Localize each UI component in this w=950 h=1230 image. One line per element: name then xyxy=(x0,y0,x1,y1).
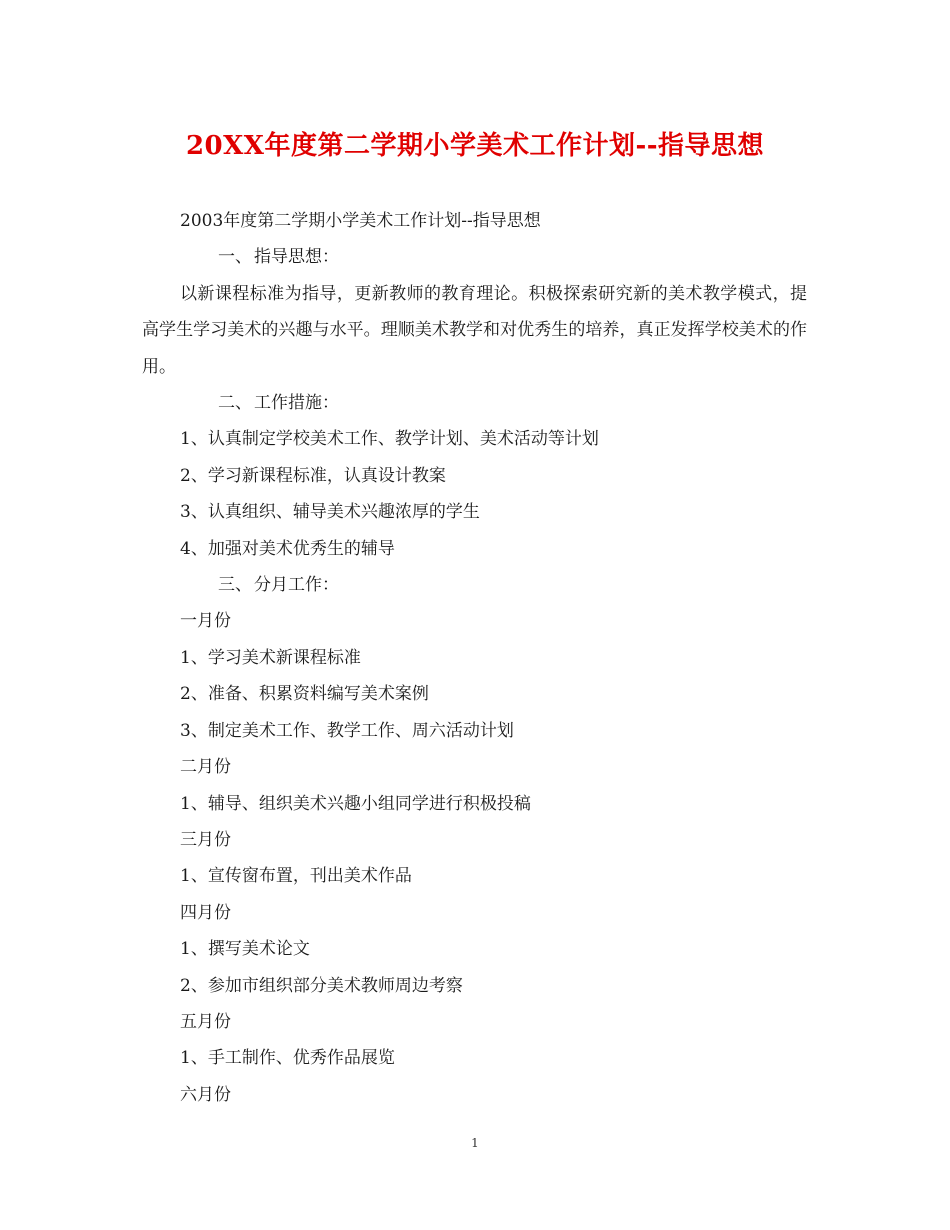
section-label: 工作措施： xyxy=(254,393,339,414)
list-item: 2、学习新课程标准，认真设计教案 xyxy=(180,465,446,486)
list-item: 3、认真组织、辅导美术兴趣浓厚的学生 xyxy=(180,502,480,523)
list-item: 1、认真制定学校美术工作、教学计划、美术活动等计划 xyxy=(180,429,599,450)
section-heading-work-measures xyxy=(142,385,807,421)
list-item: 1、手工制作、优秀作品展览 xyxy=(180,1048,395,1069)
month-heading-march: 三月份 xyxy=(180,829,231,850)
section-label: 分月工作： xyxy=(254,575,339,596)
list-item: 1、辅导、组织美术兴趣小组同学进行积极投稿 xyxy=(180,793,531,814)
section-heading-guiding-ideology xyxy=(142,239,807,275)
document-body xyxy=(142,203,807,1113)
month-heading-april: 四月份 xyxy=(180,902,231,923)
month-heading-may: 五月份 xyxy=(180,1011,231,1032)
section-number: 二、 xyxy=(218,393,252,414)
list-item: 2、参加市组织部分美术教师周边考察 xyxy=(180,975,463,996)
document-subtitle: 2003年度第二学期小学美术工作计划--指导思想 xyxy=(180,211,541,231)
list-item: 4、加强对美术优秀生的辅导 xyxy=(180,538,395,559)
page-number: 1 xyxy=(471,1136,479,1150)
list-item: 1、宣传窗布置，刊出美术作品 xyxy=(180,866,412,887)
section-heading-monthly-work xyxy=(142,567,807,603)
list-item: 3、制定美术工作、教学工作、周六活动计划 xyxy=(180,720,514,741)
section-label: 指导思想： xyxy=(254,247,339,268)
guiding-ideology-paragraph: 以新课程标准为指导，更新教师的教育理论。积极探索研究新的美术教学模式，提高学生学习美术的兴趣与水平。理顺美术教学和对优秀生的培养，真正发挥学校美术的作用。 xyxy=(142,283,807,377)
document-title: 20XX年度第二学期小学美术工作计划--指导思想 xyxy=(185,131,765,161)
section-number: 三、 xyxy=(218,575,252,596)
month-heading-february: 二月份 xyxy=(180,757,231,778)
list-item: 1、撰写美术论文 xyxy=(180,939,310,960)
list-item: 2、准备、积累资料编写美术案例 xyxy=(180,684,429,705)
month-heading-january: 一月份 xyxy=(180,611,231,632)
month-heading-june: 六月份 xyxy=(180,1084,231,1105)
section-number: 一、 xyxy=(218,247,252,268)
list-item: 1、学习美术新课程标准 xyxy=(180,647,361,668)
